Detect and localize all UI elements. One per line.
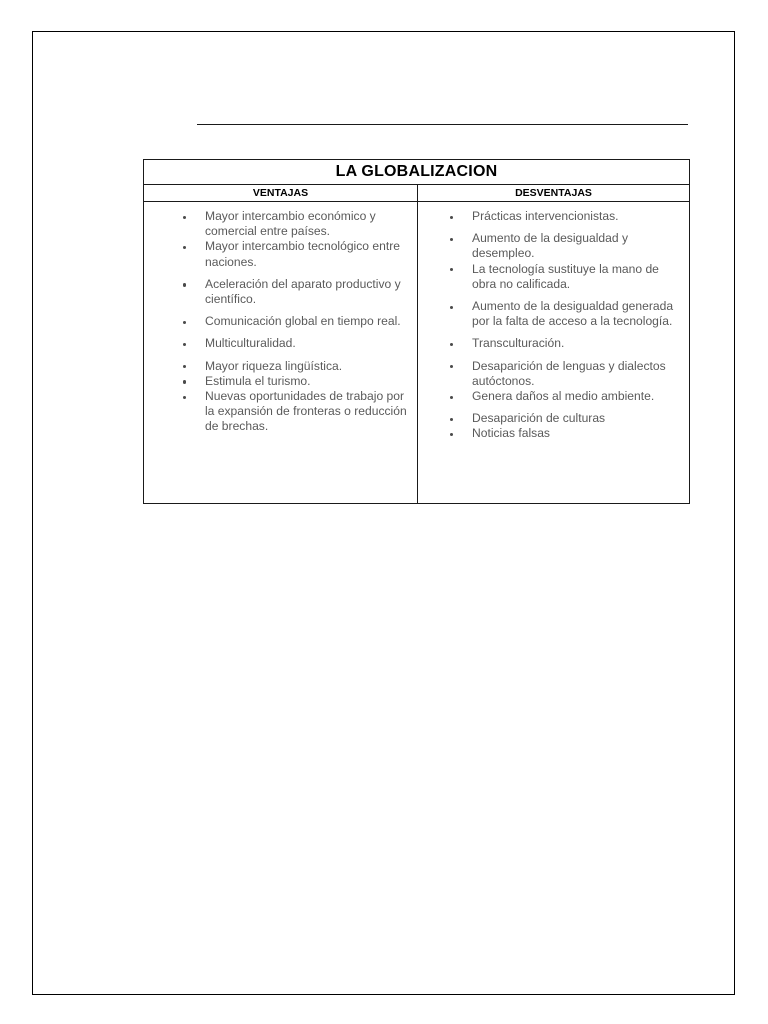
desventajas-list <box>424 209 683 442</box>
table-header-desventajas-label: DESVENTAJAS <box>515 186 592 199</box>
page-sheet <box>32 31 735 995</box>
list-item: Genera daños al medio ambiente. <box>424 389 683 404</box>
table-header-ventajas-label: VENTAJAS <box>252 186 309 199</box>
desventajas-cell <box>418 202 689 503</box>
table-header-row <box>144 185 689 202</box>
list-item: Mayor riqueza lingüística. <box>150 359 411 374</box>
list-item: Transculturación. <box>424 336 683 351</box>
list-item: Aceleración del aparato productivo y científico. <box>150 277 411 307</box>
list-item: Noticias falsas <box>424 426 683 441</box>
table-title-row <box>144 160 689 185</box>
table-header-ventajas <box>144 185 418 201</box>
list-item: Aumento de la desigualdad generada por la falta de acceso a la tecnología. <box>424 299 683 329</box>
list-item: Estimula el turismo. <box>150 374 411 389</box>
list-item: Desaparición de culturas <box>424 411 683 426</box>
header-horizontal-rule <box>197 124 688 125</box>
table-title: LA GLOBALIZACION <box>335 163 498 180</box>
list-item: Comunicación global en tiempo real. <box>150 314 411 329</box>
list-item: Nuevas oportunidades de trabajo por la expansión de fronteras o reducción de brechas. <box>150 389 411 435</box>
table-body-row <box>144 202 689 503</box>
ventajas-cell <box>144 202 418 503</box>
list-item: Aumento de la desigualdad y desempleo. <box>424 231 683 261</box>
list-item: Desaparición de lenguas y dialectos autóctonos. <box>424 359 683 389</box>
list-item: Mayor intercambio tecnológico entre naciones. <box>150 239 411 269</box>
list-item: Prácticas intervencionistas. <box>424 209 683 224</box>
list-item: La tecnología sustituye la mano de obra no calificada. <box>424 262 683 292</box>
ventajas-list <box>150 209 411 435</box>
comparison-table <box>143 159 690 504</box>
list-item: Multiculturalidad. <box>150 336 411 351</box>
table-header-desventajas <box>418 185 689 201</box>
list-item: Mayor intercambio económico y comercial entre países. <box>150 209 411 239</box>
